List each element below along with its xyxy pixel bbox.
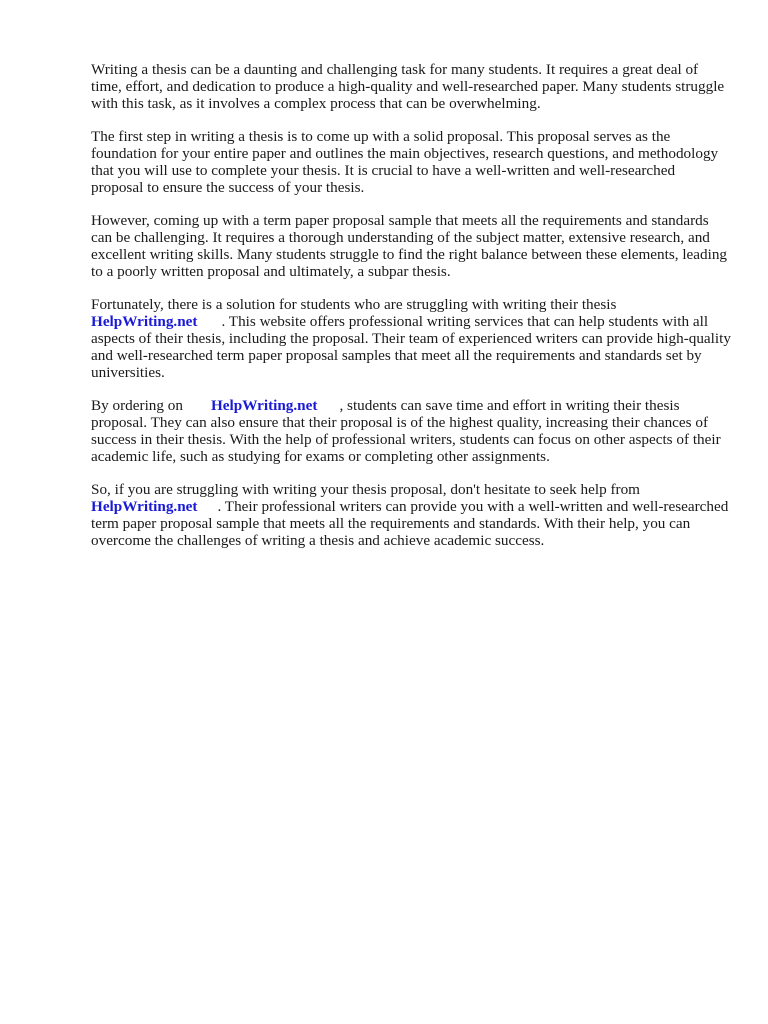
paragraph-solution-text-start: Fortunately, there is a solution for students who are struggling with writing their thesis — [91, 296, 617, 313]
document-body — [91, 61, 731, 565]
paragraph-conclusion-text-end: . Their professional writers can provide you with a well-written and well-researched term paper proposal sample that meets all the requirements and standards. With their help, you can overcome the challenges of writing a thesis and achieve academic success. — [91, 498, 729, 549]
paragraph-conclusion — [91, 481, 731, 549]
paragraph-solution — [91, 296, 731, 381]
paragraph-challenges: However, coming up with a term paper proposal sample that meets all the requirements and standards can be challenging. It requires a thorough understanding of the subject matter, extensive research, and excellent writing skills. Many students struggle to find the right balance between these elements, leading to a poorly written proposal and ultimately, a subpar thesis. — [91, 212, 728, 280]
paragraph-intro: Writing a thesis can be a daunting and challenging task for many students. It requires a great deal of time, effort, and dedication to produce a high-quality and well-researched paper. Many students struggle with this task, as it involves a complex process that can be overwhelming. — [91, 61, 725, 112]
paragraph-ordering — [91, 397, 731, 465]
paragraph-conclusion-text-start: So, if you are struggling with writing your thesis proposal, don't hesitate to seek help from — [91, 481, 640, 498]
paragraph-solution-text-end: . This website offers professional writing services that can help students with all aspects of their thesis, including the proposal. Their team of experienced writers can provide high-quality and well-researched term paper proposal samples that meet all the requirements and standards set by universities. — [91, 313, 731, 381]
helpwriting-link-1[interactable]: HelpWriting.net — [91, 313, 198, 330]
paragraph-proposal: The first step in writing a thesis is to come up with a solid proposal. This proposal serves as the foundation for your entire paper and outlines the main objectives, research questions, and methodology that you will use to complete your thesis. It is crucial to have a well-written and well-researched proposal to ensure the success of your thesis. — [91, 128, 719, 196]
paragraph-ordering-text-start: By ordering on — [91, 397, 183, 414]
helpwriting-link-2[interactable]: HelpWriting.net — [210, 397, 318, 414]
paragraph-ordering-text-end: , students can save time and effort in writing their thesis proposal. They can also ensure that their proposal is of the highest quality, increasing their chances of success in their thesis. With the help of professional writers, students can focus on other aspects of their academic life, such as studying for exams or completing other assignments. — [91, 397, 721, 465]
helpwriting-link-3[interactable]: HelpWriting.net — [91, 498, 198, 515]
